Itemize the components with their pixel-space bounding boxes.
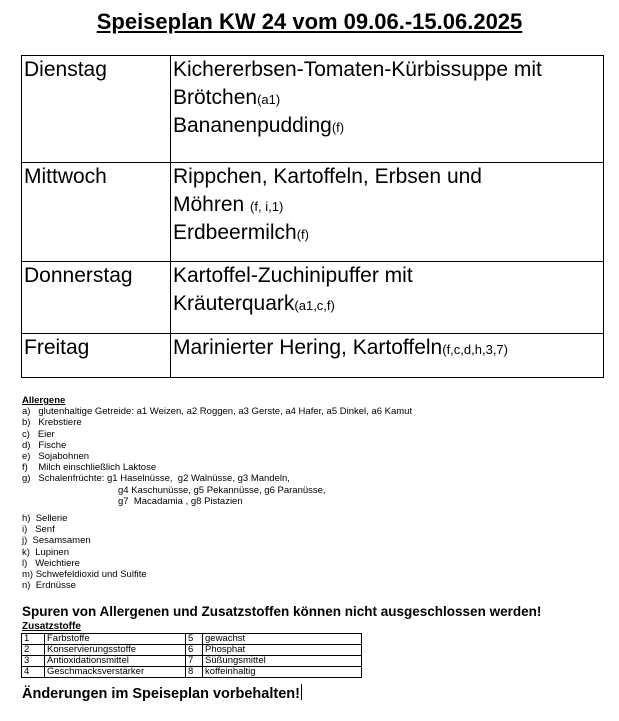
additives-heading: Zusatzstoffe: [22, 621, 81, 632]
page-title: Speiseplan KW 24 vom 09.06.-15.06.2025: [96, 9, 523, 34]
allergen-item: m) Schwefeldioxid und Sulfite: [22, 569, 147, 581]
allergen-item: l) Weichtiere: [22, 557, 80, 569]
additive-number: 7: [186, 656, 203, 667]
additive-label: Geschmacksverstärker: [45, 667, 186, 678]
menu-table: [21, 55, 604, 378]
allergen-item: g) Schalenfrüchte: g1 Haselnüsse, g2 Walnüsse, g3 Mandeln,: [22, 473, 290, 485]
allergen-item: k) Lupinen: [22, 546, 70, 558]
additives-row: [22, 667, 362, 678]
meal-line: Kräuterquark(a1,c,f): [173, 292, 335, 315]
meal-line: Bananenpudding(f): [173, 114, 345, 137]
additive-number: 6: [186, 645, 203, 656]
additive-label: Phosphat: [203, 645, 362, 656]
day-cell: Mittwoch: [22, 163, 171, 262]
meal-line: Brötchen(a1): [173, 86, 281, 109]
menu-row: [22, 163, 604, 262]
additives-row: [22, 656, 362, 667]
text-cursor: [301, 684, 302, 700]
additive-number: 1: [22, 634, 45, 645]
menu-row: [22, 334, 604, 378]
meal-line: Rippchen, Kartoffeln, Erbsen und: [173, 165, 482, 188]
additive-number: 3: [22, 656, 45, 667]
allergen-heading: Allergene: [22, 395, 66, 406]
allergen-item: c) Eier: [22, 428, 55, 440]
meal-line: Möhren (f, i,1): [173, 193, 284, 216]
meal-line: Marinierter Hering, Kartoffeln(f,c,d,h,3,7): [173, 336, 508, 359]
allergen-item: a) glutenhaltige Getreide: a1 Weizen, a2 Roggen, a3 Gerste, a4 Hafer, a5 Dinkel, a6 Kamut: [22, 406, 413, 418]
meal-line: Kichererbsen-Tomaten-Kürbissuppe mit: [173, 58, 542, 81]
allergen-item: b) Krebstiere: [22, 417, 82, 429]
day-cell: Dienstag: [22, 56, 171, 163]
allergen-item: g4 Kaschunüsse, g5 Pekannüsse, g6 Paranüsse,: [118, 484, 326, 496]
allergen-warning: Spuren von Allergenen und Zusatzstoffen können nicht ausgeschlossen werden!: [22, 604, 542, 619]
additive-label: Farbstoffe: [45, 634, 186, 645]
additive-label: Süßungsmittel: [203, 656, 362, 667]
allergen-item: f) Milch einschließlich Laktose: [22, 462, 157, 474]
allergen-item: j) Sesamsamen: [22, 535, 91, 547]
additive-label: Konservierungsstoffe: [45, 645, 186, 656]
allergen-item: i) Senf: [22, 524, 55, 536]
meal-line: Kartoffel-Zuchinipuffer mit: [173, 264, 413, 287]
allergen-item: h) Sellerie: [22, 513, 68, 525]
menu-row: [22, 262, 604, 334]
additives-row: [22, 634, 362, 645]
day-cell: Freitag: [22, 334, 171, 378]
allergen-item: e) Sojabohnen: [22, 451, 90, 463]
additives-row: [22, 645, 362, 656]
allergen-item: n) Erdnüsse: [22, 580, 76, 592]
meal-cell: [171, 334, 604, 378]
meal-cell: [171, 262, 604, 334]
additives-table: [21, 633, 362, 678]
meal-cell: [171, 56, 604, 163]
additive-label: koffeinhaltig: [203, 667, 362, 678]
meal-line: Erdbeermilch(f): [173, 221, 309, 244]
allergen-item: d) Fische: [22, 439, 67, 451]
additive-number: 5: [186, 634, 203, 645]
meal-cell: [171, 163, 604, 262]
allergen-item: g7 Macadamia , g8 Pistazien: [118, 495, 243, 507]
additive-label: Antioxidationsmittel: [45, 656, 186, 667]
additive-number: 4: [22, 667, 45, 678]
additive-label: gewachst: [203, 634, 362, 645]
additive-number: 8: [186, 667, 203, 678]
allergen-list: [22, 395, 602, 591]
footer-note: Änderungen im Speiseplan vorbehalten!: [22, 686, 300, 702]
additive-number: 2: [22, 645, 45, 656]
day-cell: Donnerstag: [22, 262, 171, 334]
menu-row: [22, 56, 604, 163]
